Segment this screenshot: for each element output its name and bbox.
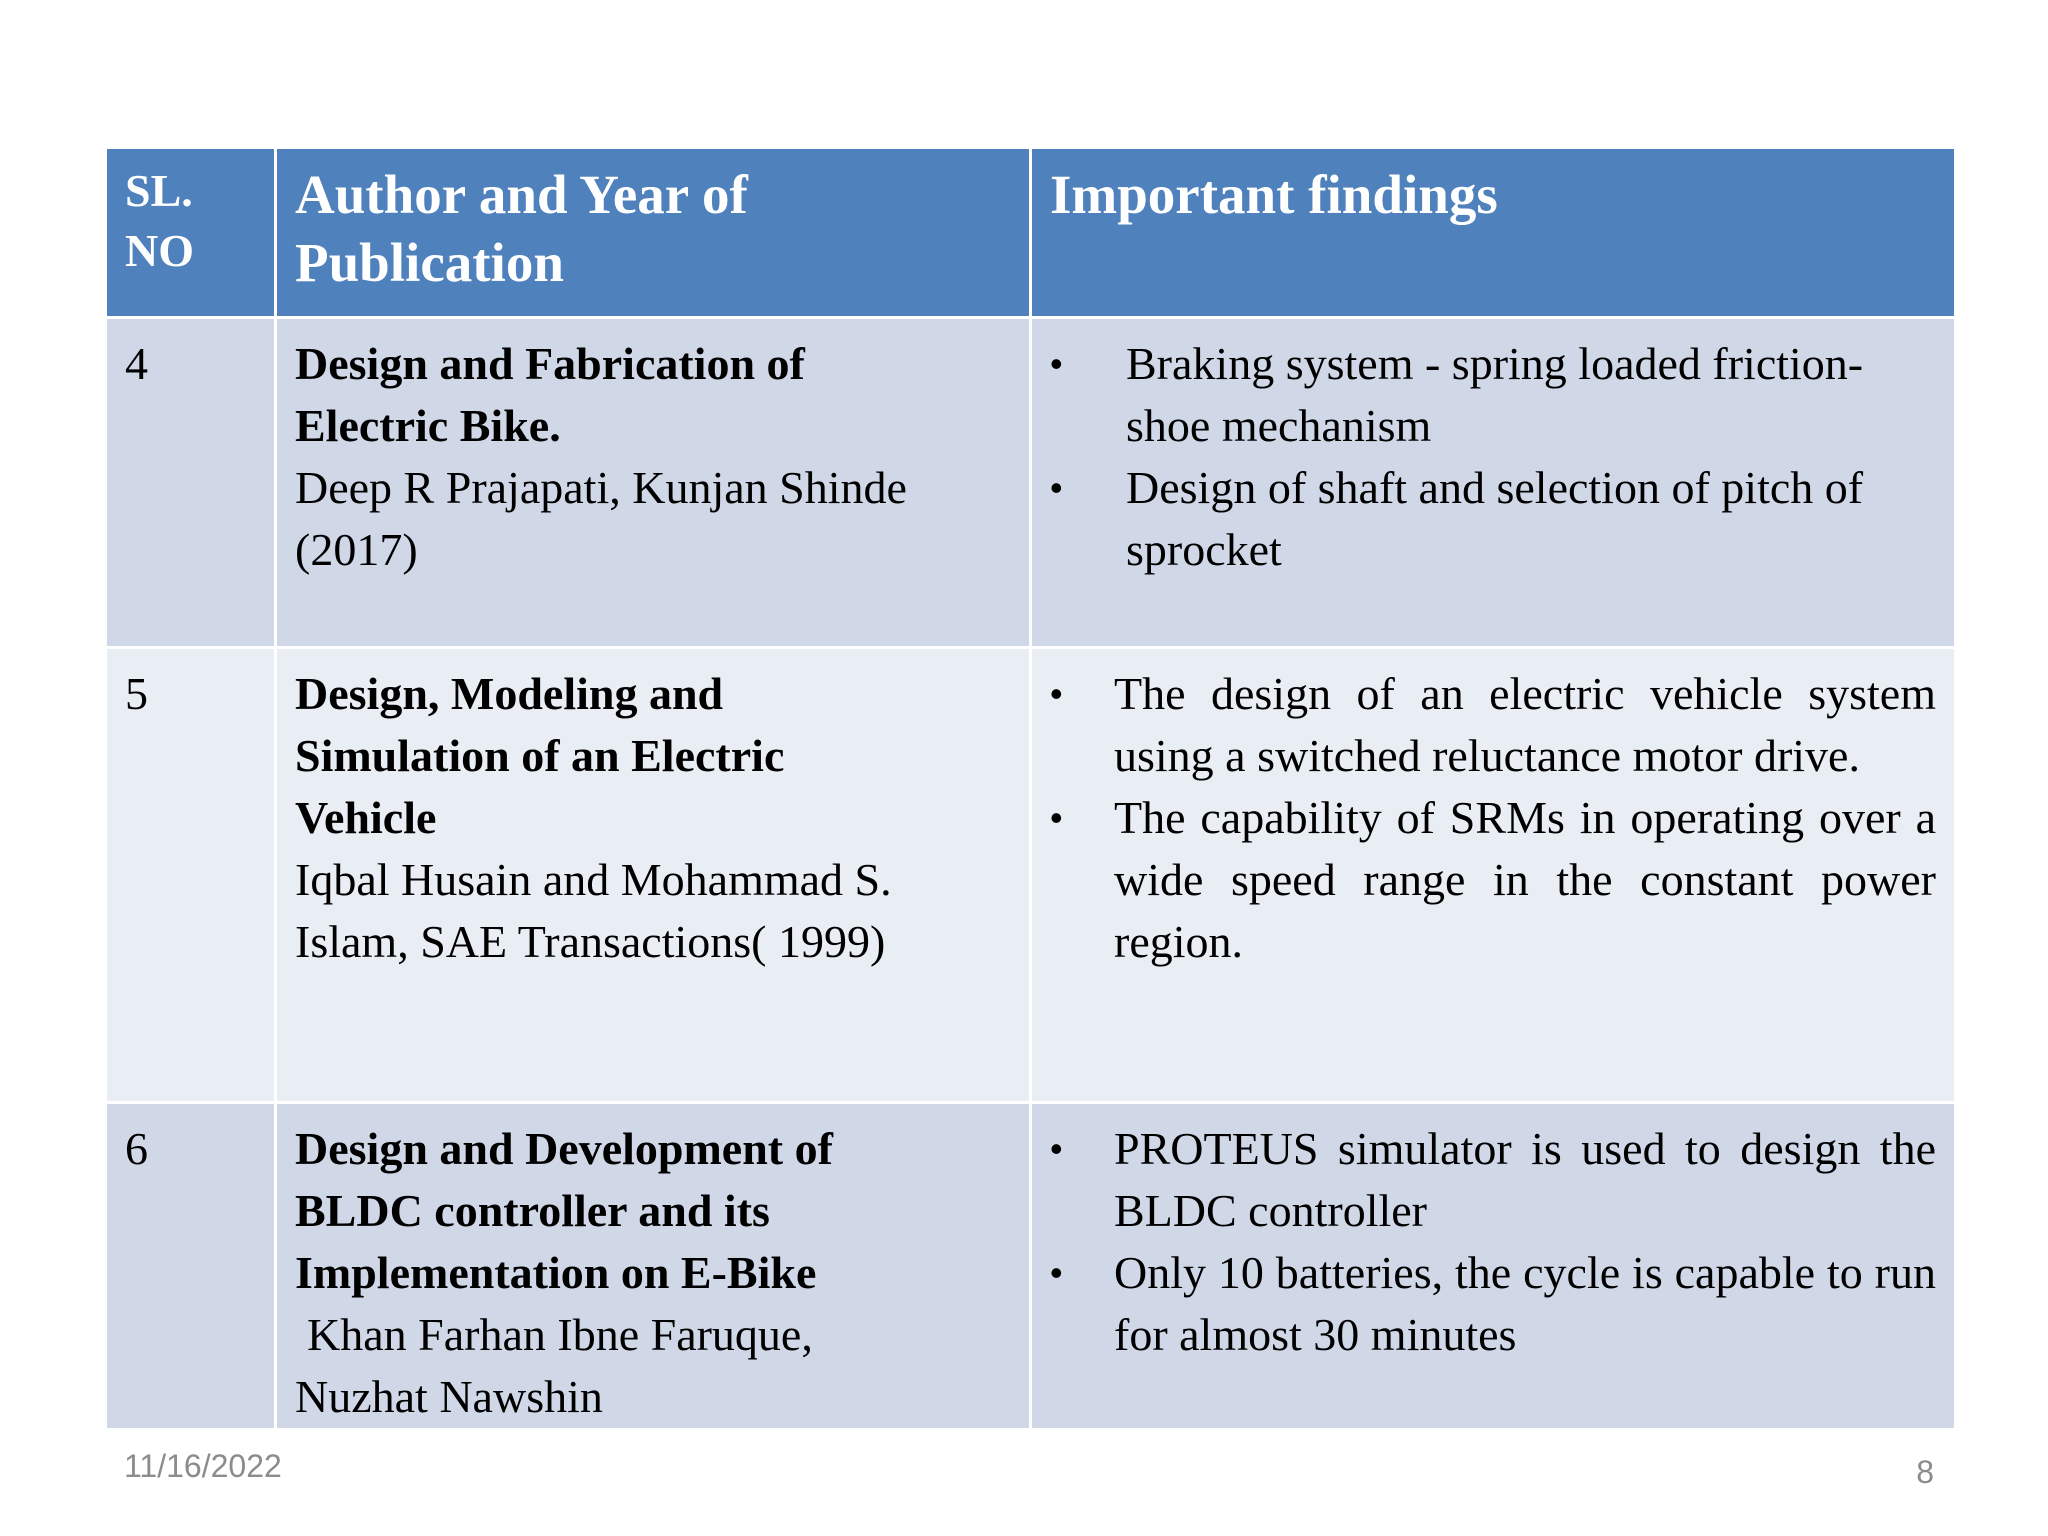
literature-table: [104, 146, 1957, 1431]
bullet-icon: •: [1050, 1252, 1063, 1293]
row-publication: [276, 1103, 1031, 1430]
findings-list: [1050, 663, 1936, 973]
paper-authors-line: Iqbal Husain and Mohammad S.: [295, 854, 892, 905]
header-sl-no-line2: NO: [125, 225, 194, 276]
slide-date: 11/16/2022: [124, 1448, 282, 1484]
paper-authors-line: (2017): [295, 524, 418, 575]
table-header-row: [106, 148, 1956, 318]
bullet-icon: •: [1050, 343, 1063, 384]
row-publication: [276, 648, 1031, 1103]
paper-title-line: Vehicle: [295, 792, 437, 843]
paper-title-line: Design, Modeling and: [295, 668, 724, 719]
header-findings-label: Important findings: [1050, 164, 1498, 225]
paper-title-line: Electric Bike.: [295, 400, 561, 451]
header-author-line1: Author and Year of: [295, 164, 748, 225]
row-number: 6: [106, 1103, 276, 1430]
paper-title-line: Design and Fabrication of: [295, 338, 805, 389]
finding-item: [1050, 663, 1936, 787]
findings-list: [1050, 1118, 1936, 1366]
paper-authors-line: Deep R Prajapati, Kunjan Shinde: [295, 462, 907, 513]
finding-text: The design of an electric vehicle system using a switched reluctance motor drive.: [1114, 668, 1936, 781]
paper-title-line: Implementation on E-Bike: [295, 1247, 817, 1298]
table-row: [106, 318, 1956, 648]
row-findings: [1031, 318, 1956, 648]
header-author-line2: Publication: [295, 232, 564, 293]
bullet-icon: •: [1050, 797, 1063, 838]
table-row: [106, 1103, 1956, 1430]
bullet-icon: •: [1050, 467, 1063, 508]
table-row: [106, 648, 1956, 1103]
header-author-year: [276, 148, 1031, 318]
finding-text: Only 10 batteries, the cycle is capable to run for almost 30 minutes: [1114, 1247, 1936, 1360]
row-findings: [1031, 648, 1956, 1103]
paper-authors-line: Islam, SAE Transactions( 1999): [295, 916, 886, 967]
paper-title-line: BLDC controller and its: [295, 1185, 770, 1236]
row-number: 4: [106, 318, 276, 648]
finding-text: The capability of SRMs in operating over a wide speed range in the constant power region.: [1114, 792, 1936, 967]
row-findings: [1031, 1103, 1956, 1430]
paper-authors-line: Khan Farhan Ibne Faruque,: [307, 1309, 813, 1360]
row-number: 5: [106, 648, 276, 1103]
finding-text: Braking system - spring loaded friction- shoe mechanism: [1126, 338, 1864, 451]
bullet-icon: •: [1050, 673, 1063, 714]
paper-title-line: Design and Development of: [295, 1123, 833, 1174]
paper-title-line: Simulation of an Electric: [295, 730, 785, 781]
row-publication: [276, 318, 1031, 648]
findings-list: [1050, 333, 1936, 581]
slide-page-number: 8: [1916, 1454, 1934, 1490]
finding-item: [1050, 457, 1936, 581]
header-findings: [1031, 148, 1956, 318]
finding-item: [1050, 1242, 1936, 1366]
finding-item: [1050, 1118, 1936, 1242]
finding-text: PROTEUS simulator is used to design the BLDC controller: [1114, 1123, 1936, 1236]
header-sl-no: [106, 148, 276, 318]
bullet-icon: •: [1050, 1128, 1063, 1169]
finding-text: Design of shaft and selection of pitch of sprocket: [1126, 462, 1864, 575]
finding-item: [1050, 787, 1936, 973]
finding-item: [1050, 333, 1936, 457]
paper-authors-line: Nuzhat Nawshin: [295, 1371, 603, 1422]
header-sl-no-line1: SL.: [125, 165, 193, 216]
